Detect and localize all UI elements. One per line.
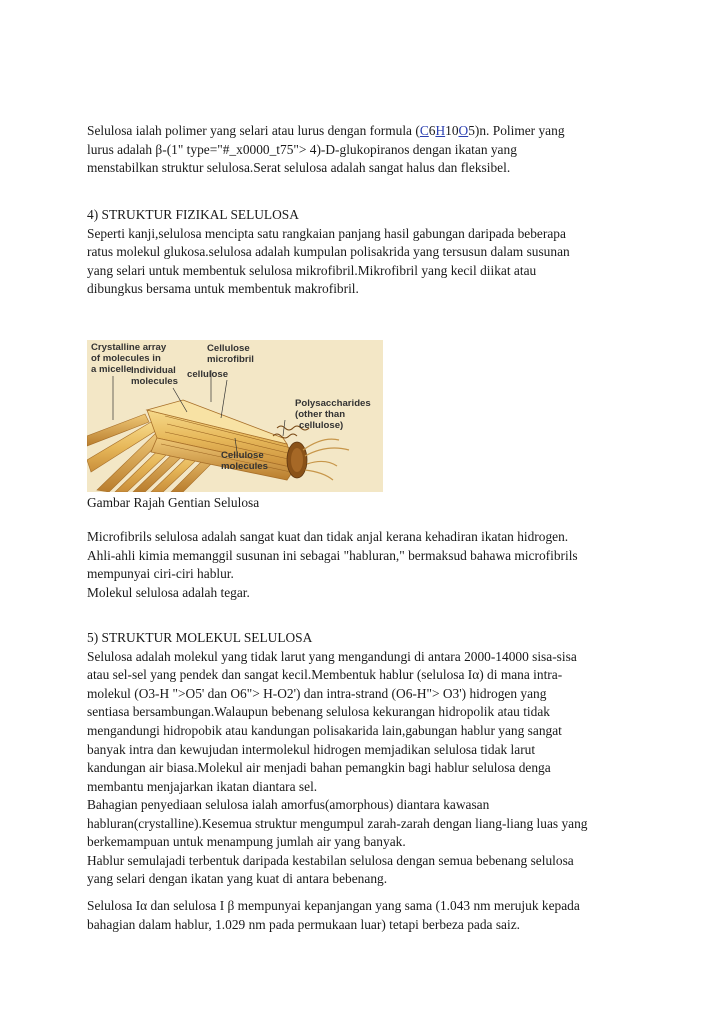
last-line-1: Selulosa Iα dan selulosa I β mempunyai kepanjangan yang sama (1.043 nm merujuk kepada xyxy=(87,898,580,913)
amorf-line-1: Bahagian penyediaan selulosa ialah amorfus(amorphous) diantara kawasan xyxy=(87,797,490,812)
amorf-line-4: Hablur semulajadi terbentuk daripada kestabilan selulosa dengan semua bebenang selulosa xyxy=(87,852,574,868)
section-5-line-8: membantu menjajarkan ikatan diantara sel. xyxy=(87,778,318,794)
microfibril-paragraph xyxy=(87,528,667,602)
intro-text-end: )n. Polimer yang xyxy=(474,123,565,138)
intro-line-3: menstabilkan struktur selulosa.Serat selulosa adalah sangat halus dan fleksibel. xyxy=(87,160,511,176)
label-individual-1: Individual xyxy=(131,365,176,376)
section-4-line-2: ratus molekul glukosa.selulosa adalah kumpulan polisakrida yang tersusun dalam susunan xyxy=(87,244,570,260)
formula-6: 6 xyxy=(428,123,436,138)
micro-line-1: Microfibrils selulosa adalah sangat kuat dan tidak anjal kerana kehadiran ikatan hidrogen. xyxy=(87,529,569,544)
section-5-line-1: Selulosa adalah molekul yang tidak larut yang mengandungi di antara 2000-14000 sisa-sisa xyxy=(87,648,577,664)
label-molecules-1: Cellulose xyxy=(221,450,264,461)
intro-paragraph xyxy=(87,122,667,178)
final-paragraph xyxy=(87,897,667,934)
cellulose-fiber-diagram xyxy=(87,340,383,492)
label-crystalline-2: of molecules in xyxy=(91,353,161,364)
label-poly-2: (other than xyxy=(295,409,346,420)
section-5-line-6: banyak intra dan kewujudan intermolekul hidrogen memjadikan selulosa tidak larut xyxy=(87,741,536,757)
label-individual-2: molecules xyxy=(131,376,178,387)
micro-line-4: Molekul selulosa adalah tegar. xyxy=(87,584,250,600)
section-5-heading: 5) STRUKTUR MOLEKUL SELULOSA xyxy=(87,630,313,645)
label-cellulose: cellulose xyxy=(187,369,229,380)
intro-line-1 xyxy=(87,122,667,141)
formula-10: 10 xyxy=(445,123,459,138)
section-4 xyxy=(87,206,667,299)
amorf-line-2: habluran(crystalline).Kesemua struktur mengumpul zarah-zarah dengan liang-liang luas yang xyxy=(87,815,588,831)
label-microfibril-2: microfibril xyxy=(207,354,254,365)
section-5-line-5: mengandungi hidropobik atau kandungan polisakarida lain,gabungan hablur yang sangat xyxy=(87,722,562,738)
section-4-line-4: dibungkus bersama untuk membentuk makrofibril. xyxy=(87,281,359,297)
figure-caption: Gambar Rajah Gentian Selulosa xyxy=(87,495,260,510)
section-5-line-4: sentiasa bersambungan.Walaupun bebenang selulosa kekurangan hidropolik atau tidak xyxy=(87,704,550,720)
intro-text: Selulosa ialah polimer yang selari atau lurus dengan formula ( xyxy=(87,123,420,138)
intro-line-2: lurus adalah β-(1" type="#_x0000_t75"> 4)-D-glukopiranos dengan ikatan yang xyxy=(87,141,517,157)
formula-link-c[interactable]: C xyxy=(419,123,429,138)
amorphous-paragraph xyxy=(87,796,667,889)
section-5 xyxy=(87,629,667,796)
formula-link-h[interactable]: H xyxy=(435,123,446,138)
last-line-2: bahagian dalam hablur, 1.029 nm pada permukaan luar) tetapi berbeza pada saiz. xyxy=(87,916,520,932)
micro-line-3: mempunyai ciri-ciri hablur. xyxy=(87,566,234,582)
cellulose-fiber-figure xyxy=(87,340,383,492)
section-5-line-2: atau sel-sel yang pendek dan sangat kecil.Membentuk hablur (selulosa Iα) di mana intra- xyxy=(87,667,563,683)
figure-caption-block xyxy=(87,494,667,513)
label-crystalline-1: Crystalline array xyxy=(91,342,167,353)
section-4-line-1: Seperti kanji,selulosa mencipta satu rangkaian panjang hasil gabungan daripada beberapa xyxy=(87,225,566,241)
label-microfibril-1: Cellulose xyxy=(207,343,250,354)
formula-5: 5 xyxy=(468,123,475,138)
label-molecules-2: molecules xyxy=(221,461,268,472)
label-poly-1: Polysaccharides xyxy=(295,398,371,409)
label-crystalline-3: a micelle xyxy=(91,364,132,375)
section-5-line-7: kandungan air biasa.Molekul air menjadi bahan pemangkin bagi hablur selulosa denga xyxy=(87,760,551,776)
micro-line-2: Ahli-ahli kimia memanggil susunan ini sebagai "habluran," bermaksud bahawa microfibrils xyxy=(87,547,578,563)
section-4-heading: 4) STRUKTUR FIZIKAL SELULOSA xyxy=(87,207,299,222)
section-4-line-3: yang selari untuk membentuk selulosa mikrofibril.Mikrofibril yang kecil diikat atau xyxy=(87,262,537,278)
amorf-line-3: berkemampuan untuk menampung jumlah air yang banyak. xyxy=(87,834,406,850)
formula-link-o[interactable]: O xyxy=(458,123,469,138)
section-5-line-3: molekul (O3-H ">O5' dan O6"> H-O2') dan intra-strand (O6-H"> O3') hidrogen yang xyxy=(87,685,547,701)
amorf-line-5: yang selari dengan ikatan yang kuat di antara bebenang. xyxy=(87,871,388,887)
label-poly-3: cellulose) xyxy=(299,420,344,431)
